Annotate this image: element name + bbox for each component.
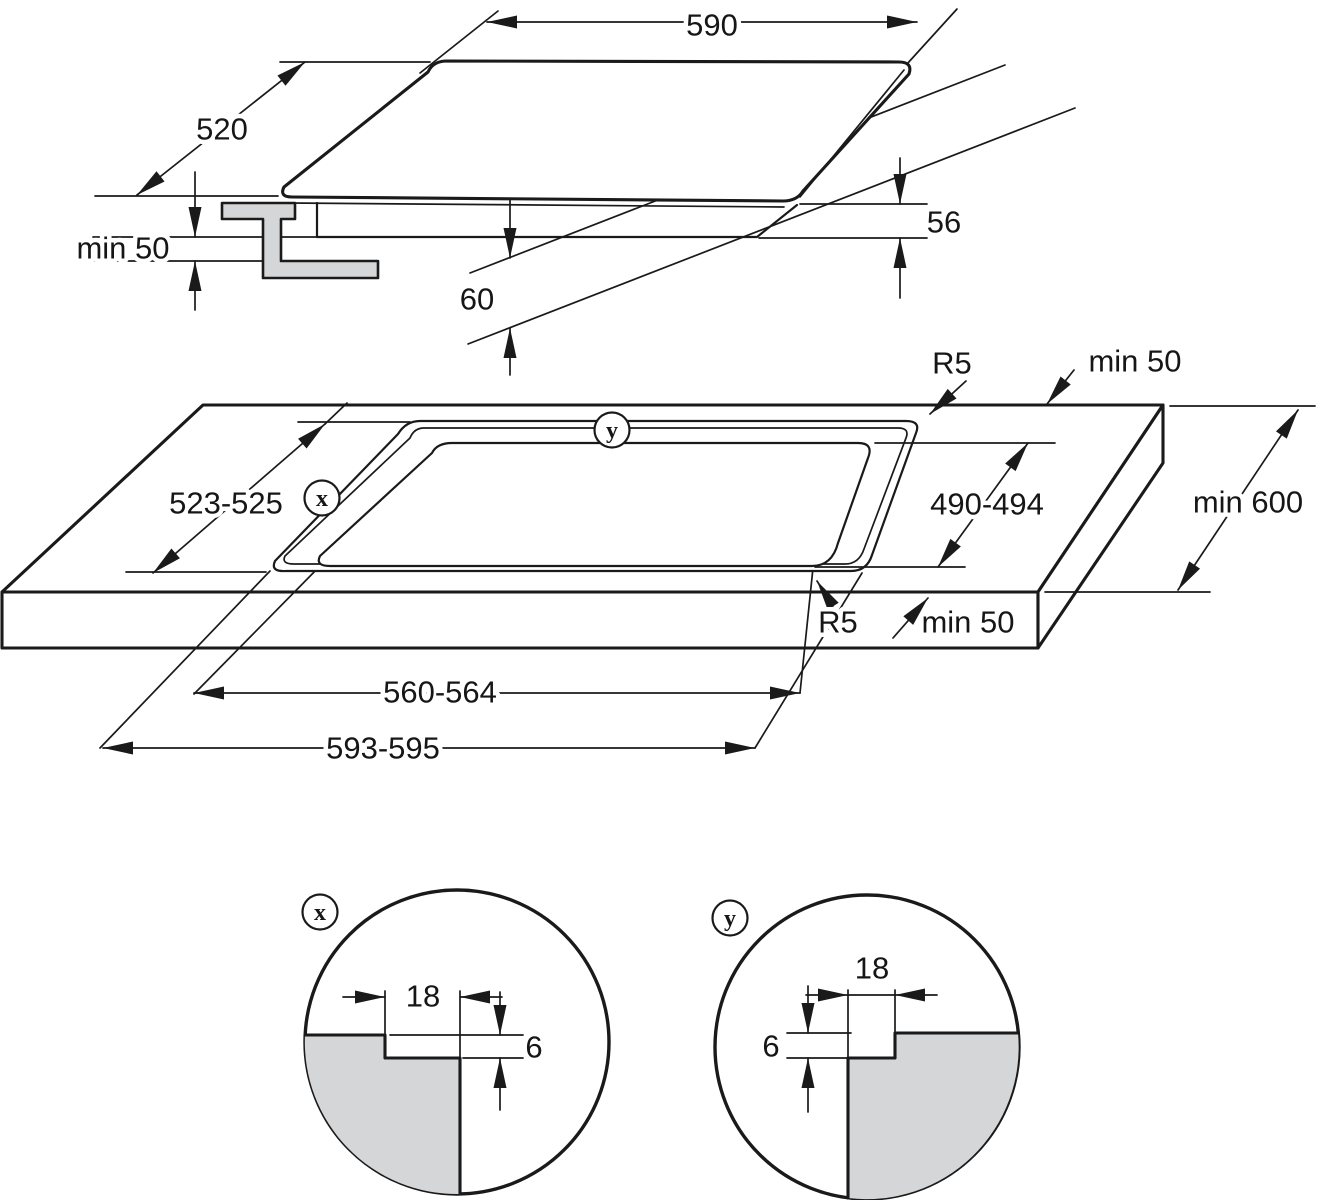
label-min600: min 600 xyxy=(1192,484,1304,520)
hob-glass-top xyxy=(283,61,910,201)
worktop-cutout-view xyxy=(2,344,1315,766)
hob-side-view xyxy=(76,8,1075,376)
label-r5-top: R5 xyxy=(932,345,972,381)
dim-min50-label: min 50 xyxy=(76,230,170,266)
detail-x-title-letter: x xyxy=(314,900,326,926)
dim-60-label: 60 xyxy=(459,281,495,317)
detail-y-title-letter: y xyxy=(724,906,736,932)
label-x-6: 6 xyxy=(525,1029,543,1065)
detail-x-marker-letter: x xyxy=(316,486,328,512)
detail-y-view xyxy=(713,895,1020,1199)
mounting-bracket xyxy=(222,203,378,278)
label-min50-bottom: min 50 xyxy=(921,604,1015,640)
worktop-front-face xyxy=(2,592,1038,648)
leader-min50-top xyxy=(1047,370,1074,404)
label-490-494: 490-494 xyxy=(930,486,1044,522)
label-y-18: 18 xyxy=(854,950,890,986)
label-r5-bottom: R5 xyxy=(818,604,858,640)
detail-y-marker-letter: y xyxy=(606,418,618,444)
detail-x-view xyxy=(303,890,610,1194)
glass-underside xyxy=(290,203,784,207)
label-593-595: 593-595 xyxy=(326,730,440,766)
label-560-564: 560-564 xyxy=(383,674,497,710)
label-y-6: 6 xyxy=(762,1028,780,1064)
label-x-18: 18 xyxy=(405,978,441,1014)
dim-56-label: 56 xyxy=(926,204,962,240)
dim-520-label: 520 xyxy=(196,111,248,147)
hob-body xyxy=(317,203,797,237)
label-523-525: 523-525 xyxy=(169,485,283,521)
label-min50-top: min 50 xyxy=(1088,343,1182,379)
dim-590-label: 590 xyxy=(686,7,738,43)
